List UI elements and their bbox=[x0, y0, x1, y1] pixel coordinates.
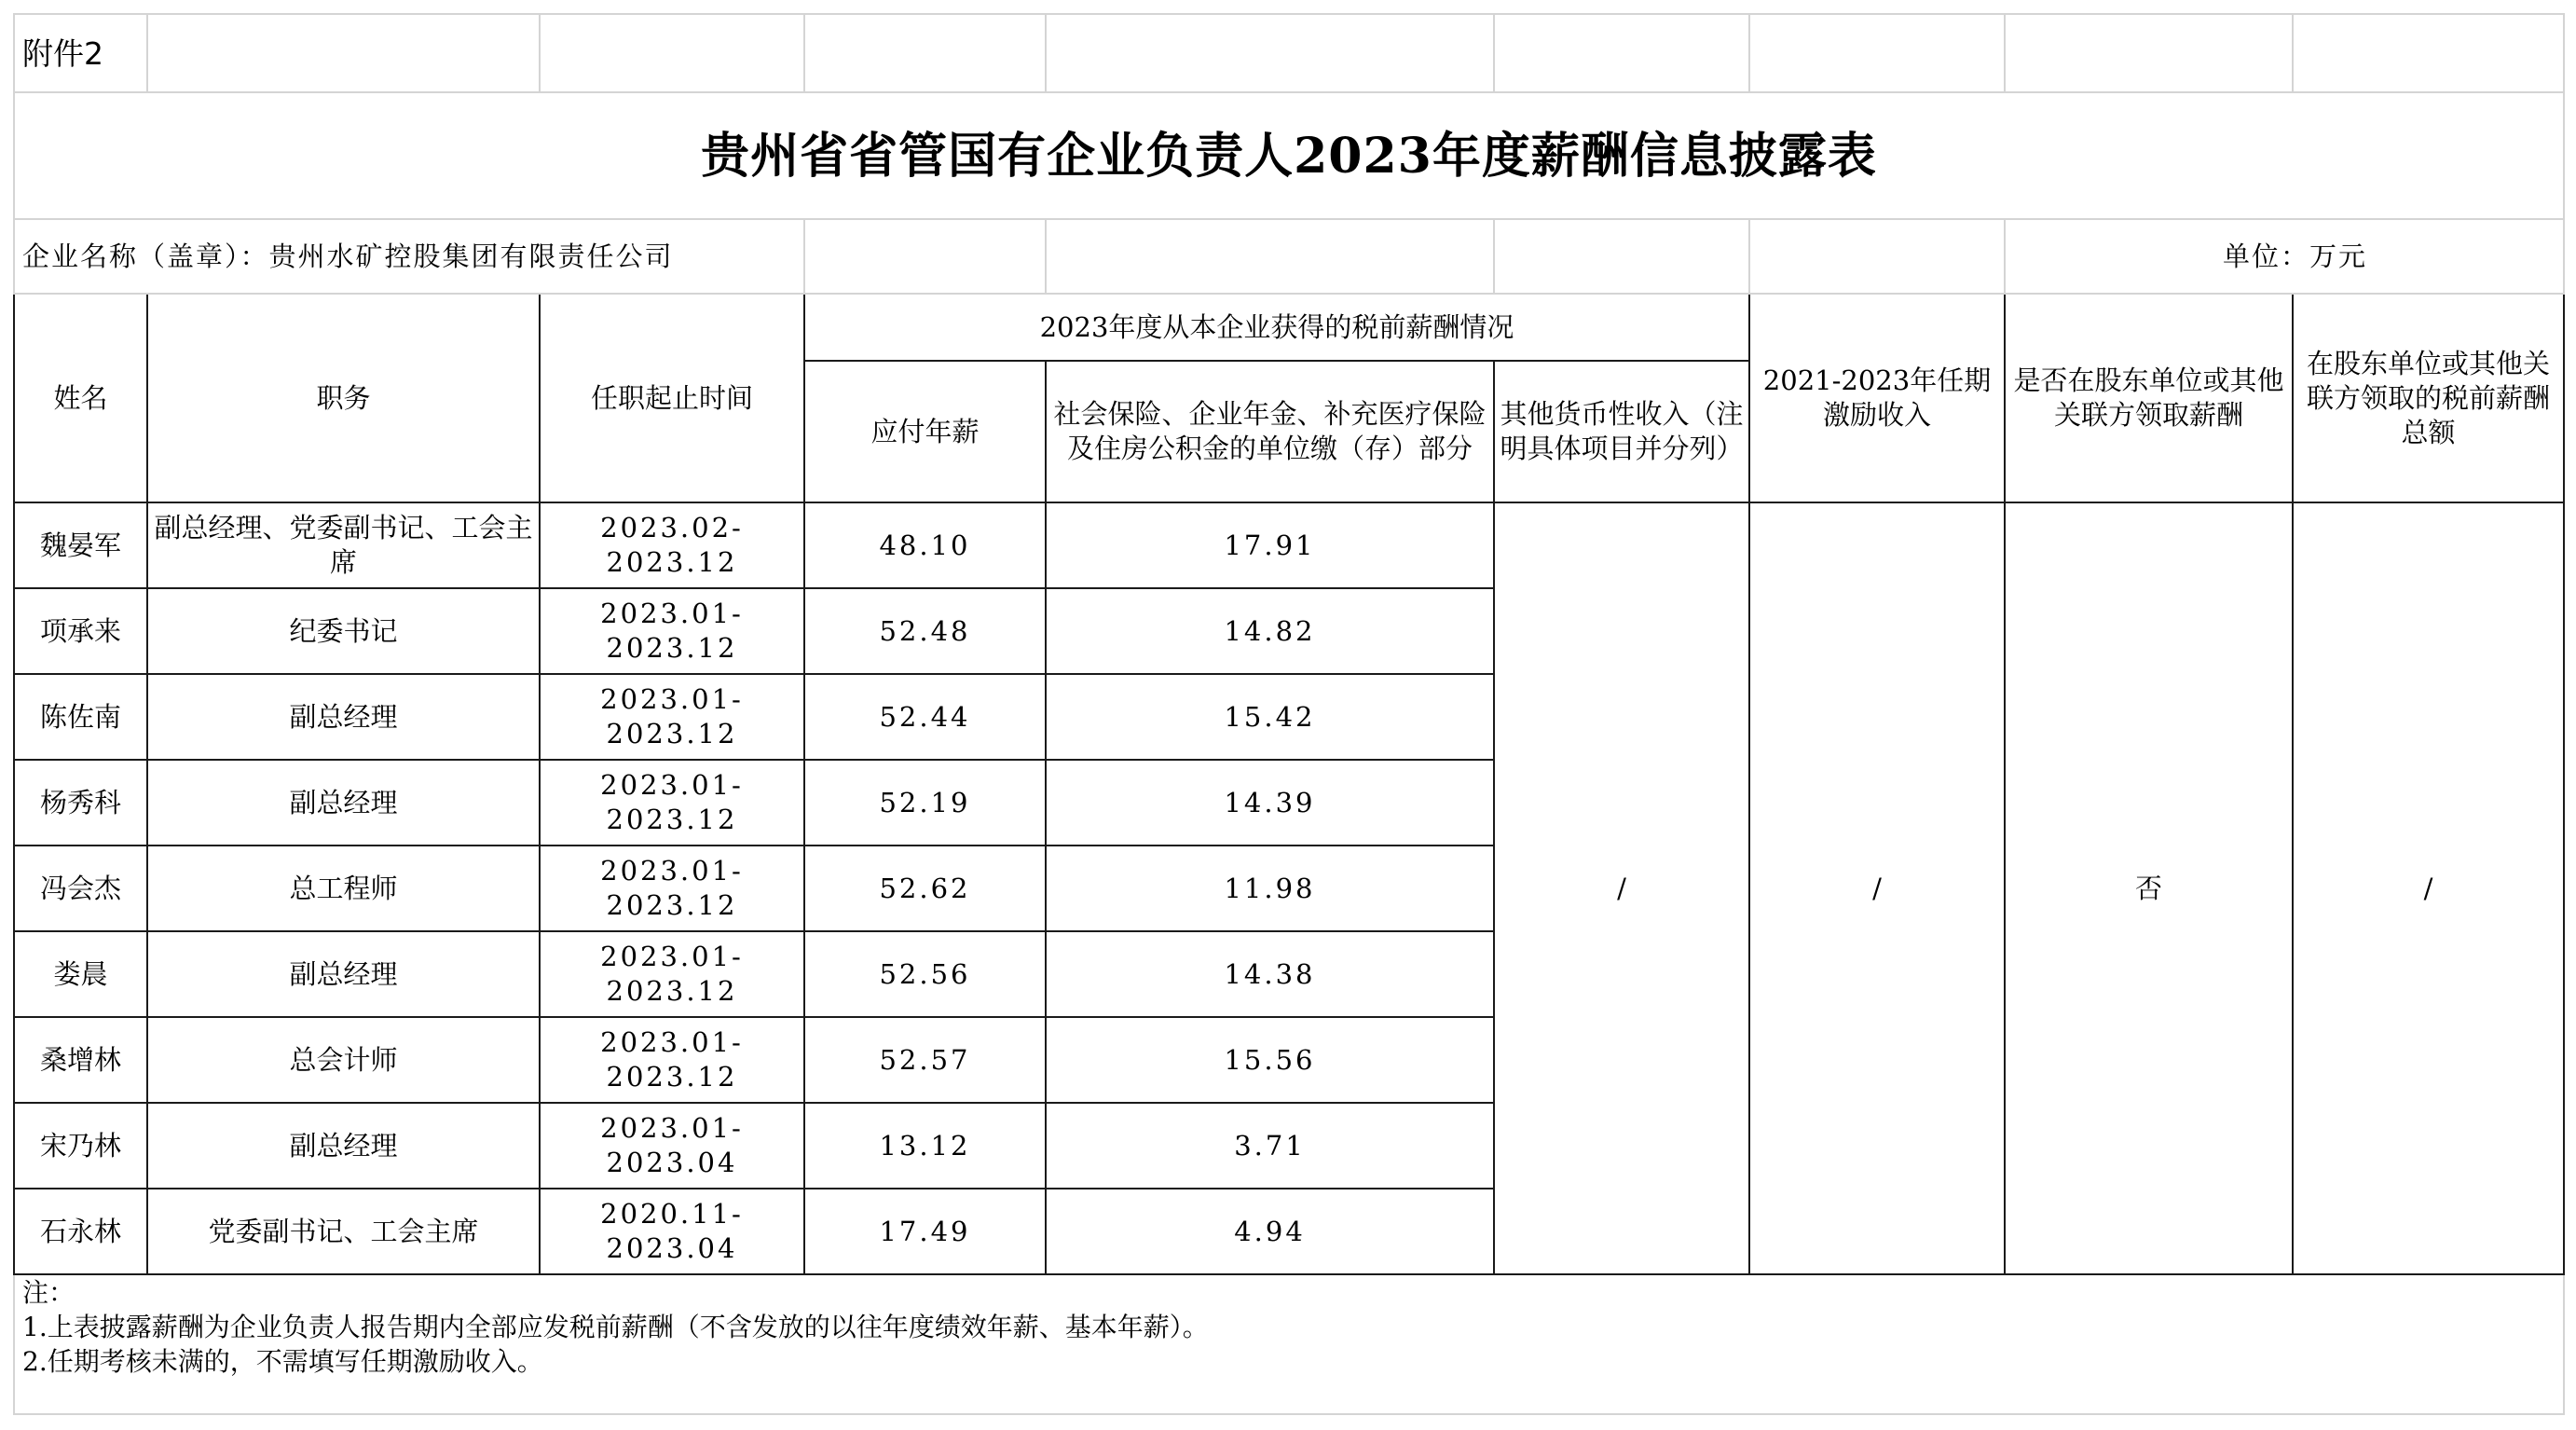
cell-salary: 52.44 bbox=[804, 674, 1046, 760]
header-other-income: 其他货币性收入（注明具体项目并分列） bbox=[1494, 361, 1749, 502]
header-shareholder-paid: 是否在股东单位或其他关联方领取薪酬 bbox=[2005, 294, 2293, 502]
cell-name: 杨秀科 bbox=[14, 760, 147, 846]
cell-term: 2023.01-2023.12 bbox=[540, 846, 804, 931]
cell-insurance: 14.39 bbox=[1046, 760, 1494, 846]
cell-position: 副总经理 bbox=[147, 674, 540, 760]
cell-name: 陈佐南 bbox=[14, 674, 147, 760]
cell-term: 2023.02-2023.12 bbox=[540, 502, 804, 588]
cell-salary: 52.62 bbox=[804, 846, 1046, 931]
cell-insurance: 17.91 bbox=[1046, 502, 1494, 588]
page-title: 贵州省省管国有企业负责人2023年度薪酬信息披露表 bbox=[14, 92, 2564, 219]
cell-name: 娄晨 bbox=[14, 931, 147, 1017]
cell-name: 石永林 bbox=[14, 1189, 147, 1274]
cell-term: 2023.01-2023.12 bbox=[540, 760, 804, 846]
cell-salary: 48.10 bbox=[804, 502, 1046, 588]
cell-term: 2020.11-2023.04 bbox=[540, 1189, 804, 1274]
header-shareholder-total: 在股东单位或其他关联方领取的税前薪酬总额 bbox=[2293, 294, 2564, 502]
note-item: 1.上表披露薪酬为企业负责人报告期内全部应发税前薪酬（不含发放的以往年度绩效年薪、基本年薪）。 bbox=[22, 1312, 1209, 1342]
company-name: 企业名称（盖章）：贵州水矿控股集团有限责任公司 bbox=[14, 219, 804, 294]
cell-name: 冯会杰 bbox=[14, 846, 147, 931]
title-row bbox=[14, 92, 2564, 219]
header-position: 职务 bbox=[147, 294, 540, 502]
cell-name: 宋乃林 bbox=[14, 1103, 147, 1189]
header-row bbox=[14, 294, 2564, 361]
header-social-insurance: 社会保险、企业年金、补充医疗保险及住房公积金的单位缴（存）部分 bbox=[1046, 361, 1494, 502]
cell-insurance: 3.71 bbox=[1046, 1103, 1494, 1189]
cell-shareholder-total-merged: / bbox=[2293, 502, 2564, 1274]
company-row bbox=[14, 219, 2564, 294]
cell-term: 2023.01-2023.12 bbox=[540, 931, 804, 1017]
cell-position: 副总经理 bbox=[147, 1103, 540, 1189]
attachment-label: 附件2 bbox=[14, 14, 147, 92]
cell-position: 副总经理 bbox=[147, 931, 540, 1017]
cell-position: 总工程师 bbox=[147, 846, 540, 931]
cell-incentive-merged: / bbox=[1749, 502, 2005, 1274]
notes-heading: 注： bbox=[22, 1277, 75, 1308]
cell-salary: 17.49 bbox=[804, 1189, 1046, 1274]
cell-insurance: 11.98 bbox=[1046, 846, 1494, 931]
cell-insurance: 15.56 bbox=[1046, 1017, 1494, 1103]
note-item: 2.任期考核未满的，不需填写任期激励收入。 bbox=[22, 1346, 543, 1377]
notes bbox=[14, 1274, 2564, 1414]
cell-name: 项承来 bbox=[14, 588, 147, 674]
cell-position: 副总经理、党委副书记、工会主席 bbox=[147, 502, 540, 588]
cell-other-income-merged: / bbox=[1494, 502, 1749, 1274]
header-salary-group: 2023年度从本企业获得的税前薪酬情况 bbox=[804, 294, 1749, 361]
header-annual-salary: 应付年薪 bbox=[804, 361, 1046, 502]
cell-salary: 52.48 bbox=[804, 588, 1046, 674]
cell-position: 副总经理 bbox=[147, 760, 540, 846]
cell-position: 纪委书记 bbox=[147, 588, 540, 674]
attachment-row bbox=[14, 14, 2564, 92]
cell-term: 2023.01-2023.12 bbox=[540, 674, 804, 760]
cell-shareholder-paid-merged: 否 bbox=[2005, 502, 2293, 1274]
cell-insurance: 15.42 bbox=[1046, 674, 1494, 760]
cell-name: 桑增林 bbox=[14, 1017, 147, 1103]
unit-label: 单位：万元 bbox=[2005, 219, 2564, 294]
cell-salary: 52.19 bbox=[804, 760, 1046, 846]
cell-position: 总会计师 bbox=[147, 1017, 540, 1103]
cell-position: 党委副书记、工会主席 bbox=[147, 1189, 540, 1274]
cell-insurance: 14.38 bbox=[1046, 931, 1494, 1017]
header-term: 任职起止时间 bbox=[540, 294, 804, 502]
cell-term: 2023.01-2023.12 bbox=[540, 588, 804, 674]
notes-row bbox=[14, 1274, 2564, 1414]
cell-term: 2023.01-2023.04 bbox=[540, 1103, 804, 1189]
cell-name: 魏晏军 bbox=[14, 502, 147, 588]
disclosure-sheet bbox=[13, 13, 2563, 1419]
header-incentive: 2021-2023年任期激励收入 bbox=[1749, 294, 2005, 502]
disclosure-table bbox=[13, 13, 2565, 1415]
cell-insurance: 14.82 bbox=[1046, 588, 1494, 674]
header-name: 姓名 bbox=[14, 294, 147, 502]
cell-salary: 52.56 bbox=[804, 931, 1046, 1017]
table-row bbox=[14, 502, 2564, 588]
cell-term: 2023.01-2023.12 bbox=[540, 1017, 804, 1103]
cell-insurance: 4.94 bbox=[1046, 1189, 1494, 1274]
cell-salary: 52.57 bbox=[804, 1017, 1046, 1103]
cell-salary: 13.12 bbox=[804, 1103, 1046, 1189]
